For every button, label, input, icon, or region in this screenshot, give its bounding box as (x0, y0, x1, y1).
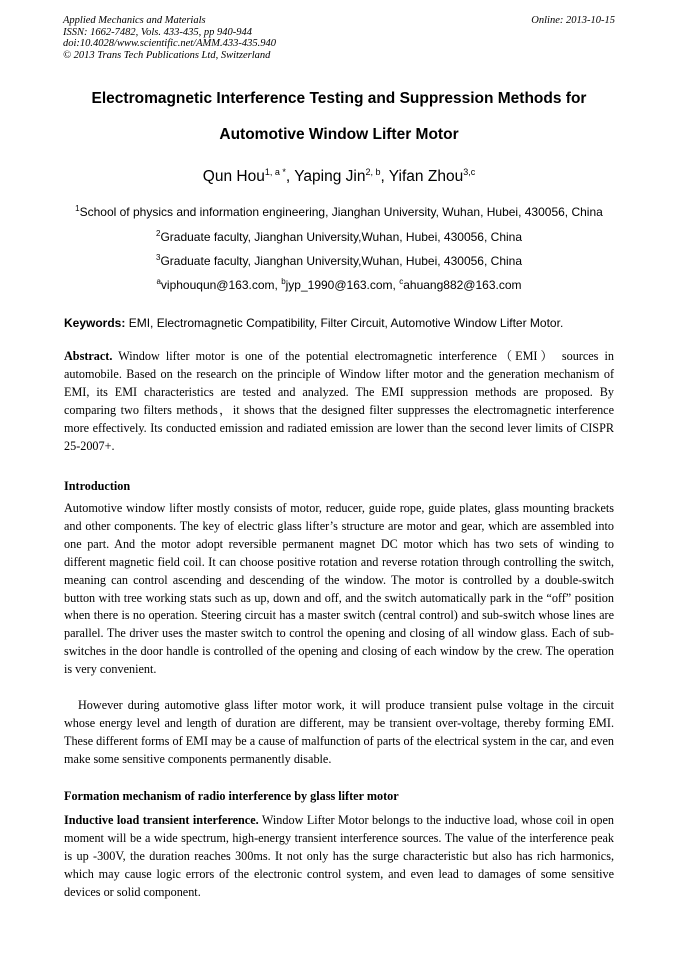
email-marker: c (399, 277, 404, 286)
author-affiliation-marker: 1, a * (264, 167, 286, 177)
author-list (40, 167, 638, 186)
affiliation (40, 229, 638, 244)
affiliation-text: Graduate faculty, Jianghan University,Wuhan, Hubei, 430056, China (160, 254, 522, 268)
email-list (40, 277, 638, 292)
intro-paragraph-1: Automotive window lifter mostly consists of motor, reducer, guide rope, guide plates, glass mounting brackets and other components. The key of electric glass lifter’s structure are motor and gear, which are assembled into one part. And the motor adopt reversible permanent magnet DC motor which has two sets of winding to different magnetic field coil. It can choose positive rotation and reverse rotation through controlling the switch, meaning can control ascending and descending of the window. The motor is controlled by a double-switch button with tree working stats such as up, down and off, and the switch automatically park in the “off” position when there is no operation. Steering circuit has a master switch (central control) and sub-switch whose lines are parallel. The driver uses the master switch to control the opening and closing of all window glass. Each of sub-switches in the door handle is controlled of the opening and closing of each window by the crew. The operation is very convenient. (64, 501, 614, 677)
affiliation-text: Graduate faculty, Jianghan University,Wuhan, Hubei, 430056, China (160, 230, 522, 244)
email-address: jyp_1990@163.com, (285, 278, 400, 292)
email-marker: a (156, 277, 161, 286)
abstract (64, 348, 614, 455)
formation-paragraph-1 (64, 812, 614, 902)
journal-header (63, 15, 615, 61)
issn: ISSN: 1662-7482, Vols. 433-435, pp 940-944 (63, 26, 252, 38)
affiliation-marker: 2 (156, 229, 161, 238)
author-name: Qun Hou (202, 168, 265, 186)
paragraph-text: Window Lifter Motor belongs to the inductive load, whose coil in open moment will be a wide spectrum, high-energy transient interference sources. The value of the interference peak is up -300V, the duration reaches 300ms. It not only has the surge characteristic but also has rich harmonics, which may cause logic errors of the electronic control system, and even lead to damages of some sensitive devices or solid component. (64, 813, 614, 899)
author-name: Yifan Zhou (388, 168, 464, 186)
copyright: © 2013 Trans Tech Publications Ltd, Switzerland (63, 49, 271, 61)
affiliation-marker: 1 (75, 204, 80, 213)
online-date: Online: 2013-10-15 (531, 15, 615, 26)
keywords-text: EMI, Electromagnetic Compatibility, Filter Circuit, Automotive Window Lifter Motor. (125, 316, 564, 330)
author-name: Yaping Jin (294, 168, 366, 186)
abstract-label: Abstract. (64, 349, 113, 363)
email-address: ahuang882@163.com (403, 278, 522, 292)
affiliation (40, 253, 638, 268)
affiliation-marker: 3 (156, 253, 161, 262)
email-marker: b (281, 277, 286, 286)
abstract-text: Window lifter motor is one of the potential electromagnetic interference（EMI） sources in automobile. Based on the research on the principle of Window lifter motor and the generation mechanism of EMI, its EMI characteristics are tested and analyzed. The EMI suppression methods are proposed. By comparing two filters methods，it shows that the designed filter suppresses the electromagnetic interference more effectively. Its conducted emission and radiated emission are lower than the second lever limits of CISPR 25-2007+. (64, 349, 614, 453)
intro-paragraph-2: However during automotive glass lifter motor work, it will produce transient pulse voltage in the circuit whose energy level and length of duration are different, may be transient over-voltage, thereby forming EMI. These different forms of EMI may be a cause of malfunction of parts of the electrical system in the car, and even make some sensitive components permanently disable. (64, 698, 614, 766)
section-heading-introduction: Introduction (64, 479, 131, 493)
author-separator: , (285, 168, 295, 186)
section-heading-formation: Formation mechanism of radio interference by glass lifter motor (64, 789, 399, 803)
paper-title-line-2: Automotive Window Lifter Motor (219, 126, 459, 143)
affiliation (40, 204, 638, 219)
doi: doi:10.4028/www.scientific.net/AMM.433-435.940 (63, 38, 276, 49)
paper-title-line-1: Electromagnetic Interference Testing and Suppression Methods for (91, 90, 587, 107)
journal-name: Applied Mechanics and Materials (63, 15, 206, 26)
affiliation-text: School of physics and information engineering, Jianghan University, Wuhan, Hubei, 430056, China (79, 205, 603, 219)
author-affiliation-marker: 2, b (365, 167, 381, 177)
keywords (64, 316, 624, 330)
author-separator: , (380, 168, 389, 186)
email-address: viphouqun@163.com, (160, 278, 282, 292)
author-affiliation-marker: 3,c (463, 167, 476, 177)
keywords-label: Keywords: (64, 316, 126, 330)
paragraph-lead: Inductive load transient interference. (64, 813, 259, 827)
